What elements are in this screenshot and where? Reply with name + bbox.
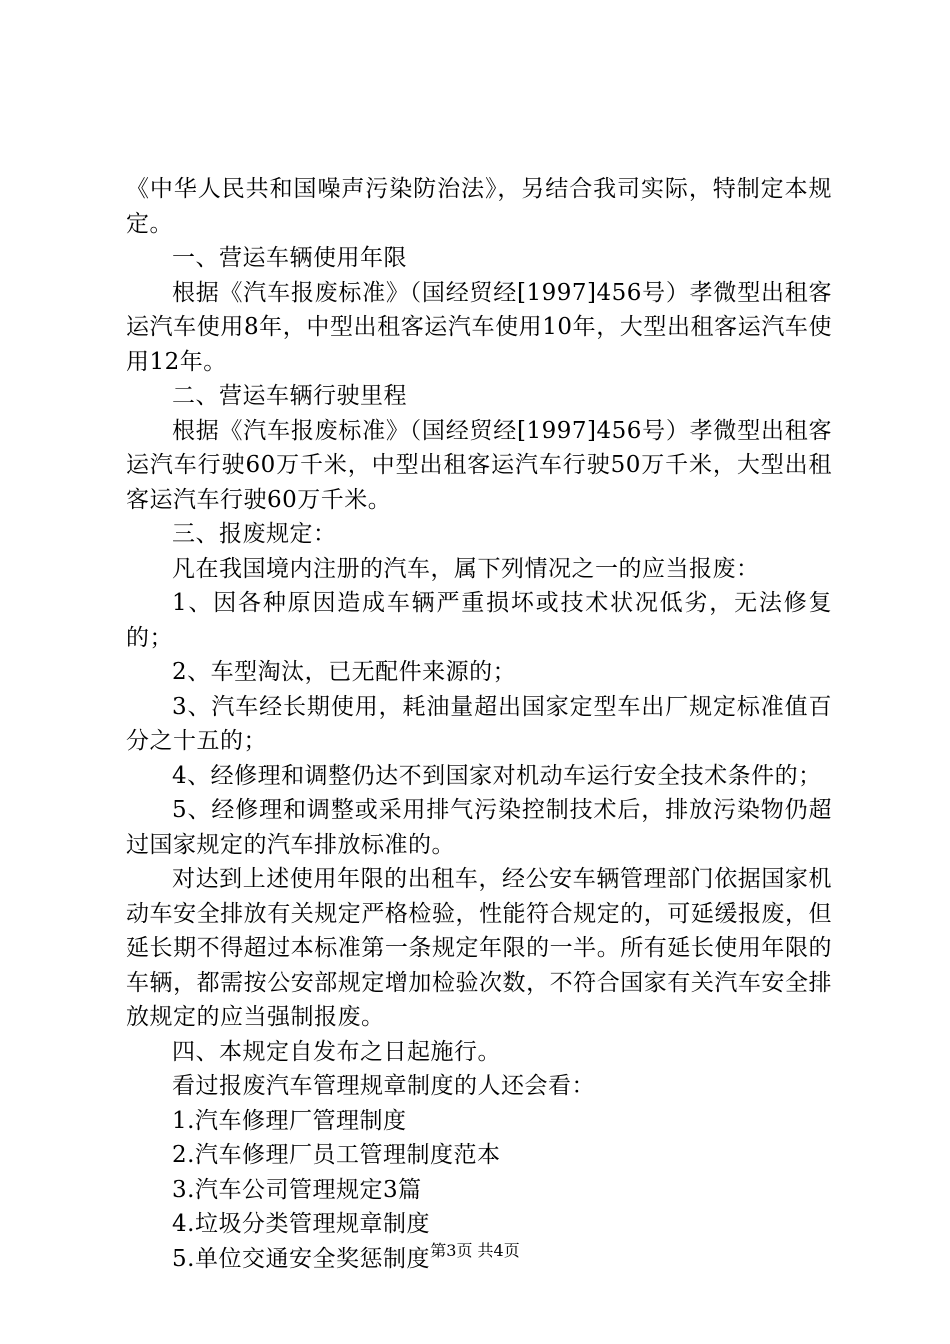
page-footer: 第3页 共4页 — [430, 1241, 520, 1260]
related-link-3[interactable]: 3.汽车公司管理规定3篇 — [172, 1176, 422, 1203]
heading-vehicle-age: 一、营运车辆使用年限 — [172, 245, 407, 271]
list-item-condition-5: 5、经修理和调整或采用排气污染控制技术后，排放污染物仍超过国家规定的汽车排放标准的。 — [126, 797, 832, 858]
paragraph-intro: 《中华人民共和国噪声污染防治法》，另结合我司实际，特制定本规定。 — [126, 176, 832, 237]
heading-vehicle-mileage: 二、营运车辆行驶里程 — [172, 383, 407, 409]
paragraph-extension: 对达到上述使用年限的出租车，经公安车辆管理部门依据国家机动车安全排放有关规定严格检验，性能符合规定的，可延缓报废，但延长期不得超过本标准第一条规定年限的一半。所有延长使用年限的车辆，都需按公安部规定增加检验次数，不符合国家有关汽车安全排放规定的应当强制报废。 — [126, 866, 832, 1030]
paragraph-vehicle-mileage: 根据《汽车报废标准》（国经贸经[1997]456号）孝微型出租客运汽车行驶60万千米，中型出租客运汽车行驶50万千米，大型出租客运汽车行驶60万千米。 — [126, 417, 832, 513]
related-heading: 看过报废汽车管理规章制度的人还会看： — [172, 1073, 595, 1099]
list-item-condition-2: 2、车型淘汰，已无配件来源的； — [172, 659, 517, 685]
paragraph-vehicle-age: 根据《汽车报废标准》（国经贸经[1997]456号）孝微型出租客运汽车使用8年，中型出租客运汽车使用10年，大型出租客运汽车使用12年。 — [126, 279, 832, 375]
paragraph-scrap-conditions: 凡在我国境内注册的汽车，属下列情况之一的应当报废： — [172, 555, 760, 582]
related-link-1[interactable]: 1.汽车修理厂管理制度 — [172, 1107, 407, 1134]
related-link-2[interactable]: 2.汽车修理厂员工管理制度范本 — [172, 1142, 501, 1168]
list-item-condition-3: 3、汽车经长期使用，耗油量超出国家定型车出厂规定标准值百分之十五的； — [126, 693, 832, 754]
list-item-condition-1: 1、因各种原因造成车辆严重损坏或技术状况低劣，无法修复的； — [126, 590, 832, 651]
heading-scrap-rules: 三、报废规定： — [172, 521, 337, 547]
heading-effective-date: 四、本规定自发布之日起施行。 — [172, 1038, 501, 1065]
document-body — [126, 172, 832, 1276]
related-link-5[interactable]: 5.单位交通安全奖惩制度 — [172, 1245, 430, 1272]
related-link-4[interactable]: 4.垃圾分类管理规章制度 — [172, 1211, 430, 1237]
list-item-condition-4: 4、经修理和调整仍达不到国家对机动车运行安全技术条件的； — [172, 762, 822, 789]
